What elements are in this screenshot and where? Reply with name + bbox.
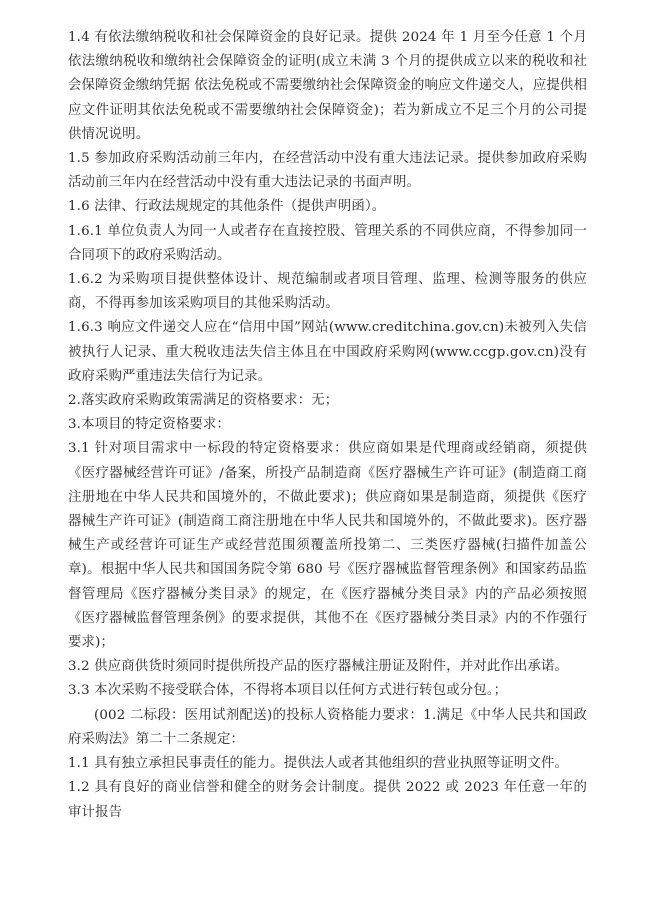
- paragraph-1-4: 1.4 有依法缴纳税收和社会保障资金的良好记录。提供 2024 年 1 月至今任意 1 个月依法缴纳税收和缴纳社会保障资金的证明(成立未满 3 个月的提供成立以来的税收和社会保障资金缴纳凭据 依法免税或不需要缴纳社会保障资金的响应文件递交人，应提供相应文件证明其依法免税或不需要缴纳社会保障资金)；若为新成立不足三个月的公司提供情况说明。: [68, 30, 587, 142]
- paragraph-3: 3.本项目的特定资格要求：: [68, 417, 231, 433]
- paragraph-2: 2.落实政府采购政策需满足的资格要求：无；: [68, 393, 339, 409]
- paragraph-3-2: 3.2 供应商供货时须同时提供所投产品的医疗器械注册证及附件，并对此作出承诺。: [68, 659, 569, 675]
- paragraph-1-6-1: 1.6.1 单位负责人为同一人或者存在直接控股、管理关系的不同供应商，不得参加同一合同项下的政府采购活动。: [68, 223, 587, 263]
- paragraph-1-2: 1.2 具有良好的商业信誉和健全的财务会计制度。提供 2022 或 2023 年任意一年的审计报告: [68, 780, 587, 820]
- paragraph-3-1: 3.1 针对项目需求中一标段的特定资格要求：供应商如果是代理商或经销商，须提供《医疗器械经营许可证》/备案，所投产品制造商《医疗器械生产许可证》(制造商工商注册地在中华人民共和国境外的，不做此要求)；供应商如果是制造商，须提供《医疗器械生产许可证》(制造商工商注册地在中华人民共和国境外的，不做此要求)。医疗器械生产或经营许可证生产或经营范围须覆盖所投第二、三类医疗器械(扫描件加盖公章)。根据中华人民共和国国务院令第 680 号《医疗器械监督管理条例》和国家药品监督管理局《医疗器械分类目录》的规定，在《医疗器械分类目录》内的产品必须按照《医疗器械监督管理条例》的要求提供，其他不在《医疗器械分类目录》内的不作强行要求)；: [68, 441, 587, 651]
- paragraph-3-3: 3.3 本次采购不接受联合体，不得将本项目以任何方式进行转包或分包。；: [68, 683, 508, 699]
- paragraph-1-5: 1.5 参加政府采购活动前三年内，在经营活动中没有重大违法记录。提供参加政府采购活动前三年内在经营活动中没有重大违法记录的书面声明。: [68, 151, 587, 191]
- paragraph-lot-002: (002 二标段：医用试剂配送)的投标人资格能力要求：1.满足《中华人民共和国政府采购法》第二十二条规定：: [68, 707, 587, 747]
- paragraph-1-6: 1.6 法律、行政法规规定的其他条件（提供声明函）。: [68, 199, 386, 215]
- paragraph-1-6-3: 1.6.3 响应文件递交人应在“信用中国”网站(www.creditchina.gov.cn)未被列入失信被执行人记录、重大税收违法失信主体且在中国政府采购网(www.ccgp.gov.cn)没有政府采购严重违法失信行为记录。: [68, 320, 587, 384]
- paragraph-1-1: 1.1 具有独立承担民事责任的能力。提供法人或者其他组织的营业执照等证明文件。: [68, 756, 569, 772]
- paragraph-1-6-2: 1.6.2 为采购项目提供整体设计、规范编制或者项目管理、监理、检测等服务的供应商，不得再参加该采购项目的其他采购活动。: [68, 272, 587, 312]
